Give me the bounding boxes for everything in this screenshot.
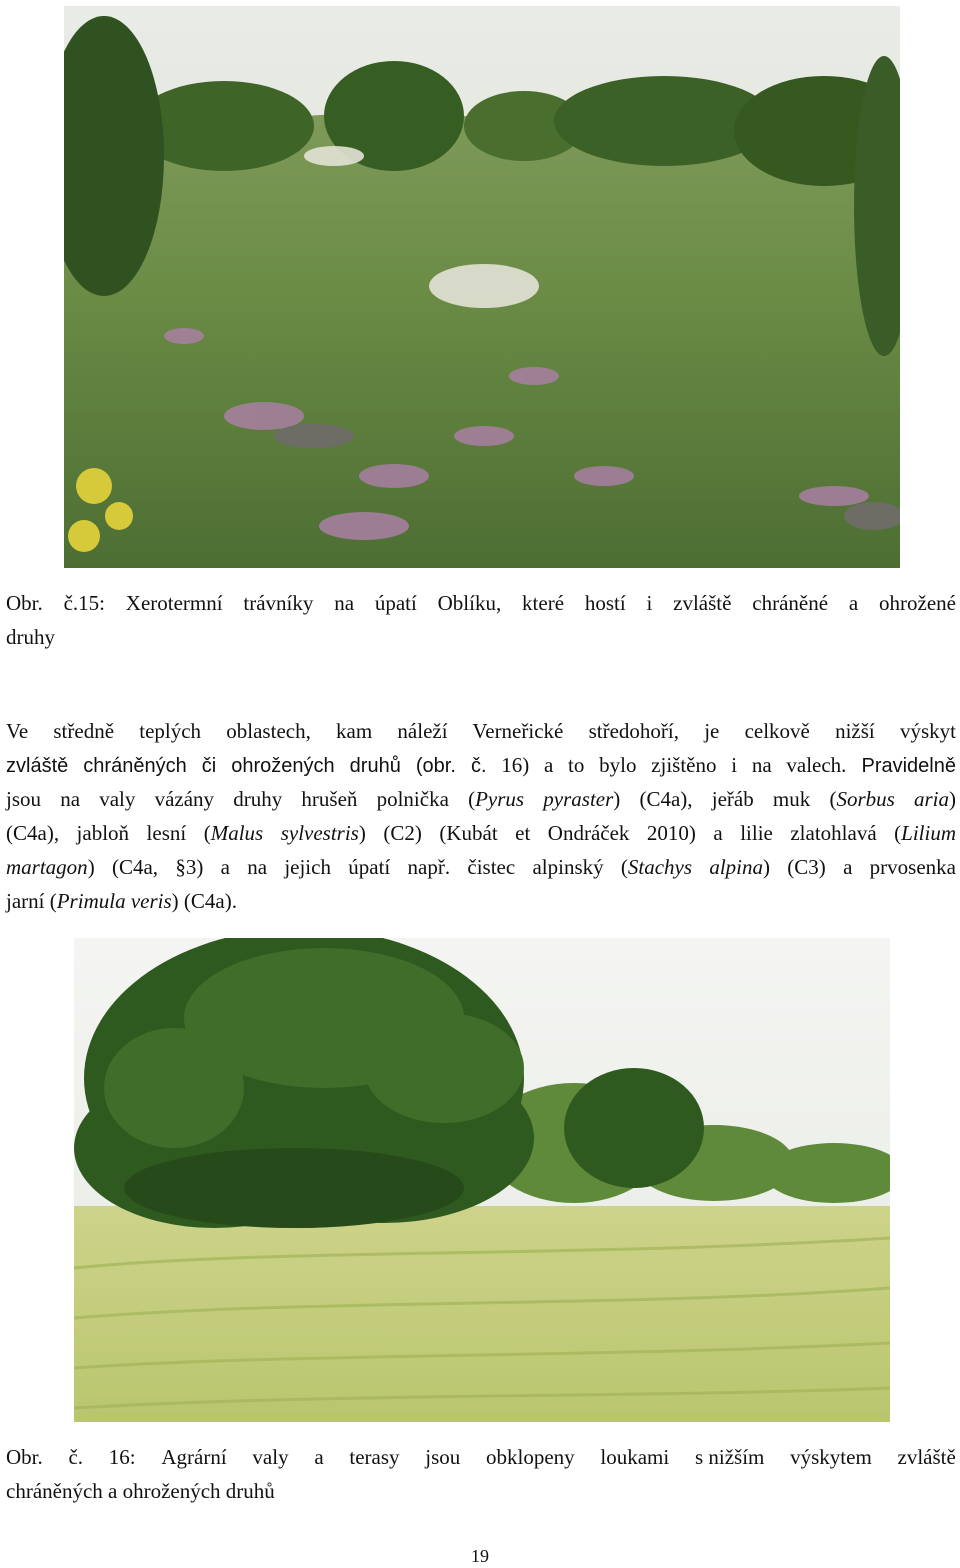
caption-word: které xyxy=(522,591,565,615)
paragraph-line: (C4a), jabloň lesní (Malus sylvestris) (C2) (Kubát et Ondráček 2010) a lilie zlatohlavá (Lilium xyxy=(6,821,956,845)
caption-word: zvláště xyxy=(673,591,732,615)
caption-word: loukami xyxy=(600,1445,670,1469)
caption-word: úpatí xyxy=(374,591,417,615)
paragraph-line: martagon) (C4a, §3) a na jejich úpatí např. čistec alpinský (Stachys alpina) (C3) a prvosenka xyxy=(6,855,956,879)
paragraph-line: zvláště chráněných či ohrožených druhů (obr. č. 16) a to bylo zjištěno i na valech. Pravidelně xyxy=(6,753,956,777)
caption-word: a xyxy=(848,591,859,615)
caption-word: zvláště xyxy=(897,1445,956,1469)
meadow-photo xyxy=(74,938,890,1422)
species-name: Pyrus pyraster xyxy=(475,787,614,811)
caption-word: Agrární xyxy=(161,1445,227,1469)
caption-word: valy xyxy=(252,1445,289,1469)
caption-word: Obr. xyxy=(6,1445,43,1469)
species-name: Sorbus aria xyxy=(836,787,949,811)
caption-word: jsou xyxy=(425,1445,461,1469)
caption-line: druhy xyxy=(6,625,55,649)
caption-word: Obr. xyxy=(6,591,43,615)
caption-word: terasy xyxy=(349,1445,400,1469)
caption-word: Oblíku, xyxy=(437,591,502,615)
caption-word: Xerotermní xyxy=(125,591,223,615)
caption-word: obklopeny xyxy=(486,1445,575,1469)
caption-word: č. xyxy=(68,1445,84,1469)
caption-line xyxy=(6,586,956,620)
body-paragraph xyxy=(6,714,956,918)
figure-15-caption xyxy=(6,586,956,654)
species-name: martagon xyxy=(6,855,88,879)
caption-word: a xyxy=(314,1445,324,1469)
species-name: Lilium xyxy=(901,821,956,845)
caption-word: chráněné xyxy=(752,591,829,615)
caption-word: hostí xyxy=(584,591,626,615)
caption-word: i xyxy=(646,591,653,615)
page-number: 19 xyxy=(471,1546,489,1566)
paragraph-line: jsou na valy vázány druhy hrušeň polnička (Pyrus pyraster) (C4a), jeřáb muk (Sorbus aria) xyxy=(6,787,956,811)
species-name: Malus sylvestris xyxy=(210,821,359,845)
caption-line xyxy=(6,1440,956,1474)
caption-word: na xyxy=(334,591,355,615)
species-name: Stachys alpina xyxy=(627,855,764,879)
grassland-photo xyxy=(64,6,900,568)
figure-16-caption xyxy=(6,1440,956,1508)
caption-word: 16: xyxy=(108,1445,136,1469)
paragraph-line: jarní (Primula veris) (C4a). xyxy=(6,889,237,913)
caption-word: s nižším xyxy=(694,1445,765,1469)
paragraph-line: Ve středně teplých oblastech, kam náleží Verneřické středohoří, je celkově nižší výskyt xyxy=(6,719,956,743)
caption-word: č.15: xyxy=(63,591,105,615)
caption-word: výskytem xyxy=(790,1445,872,1469)
species-name: Primula veris xyxy=(56,889,172,913)
caption-word: ohrožené xyxy=(879,591,956,615)
caption-line: chráněných a ohrožených druhů xyxy=(6,1479,275,1503)
caption-word: trávníky xyxy=(243,591,314,615)
